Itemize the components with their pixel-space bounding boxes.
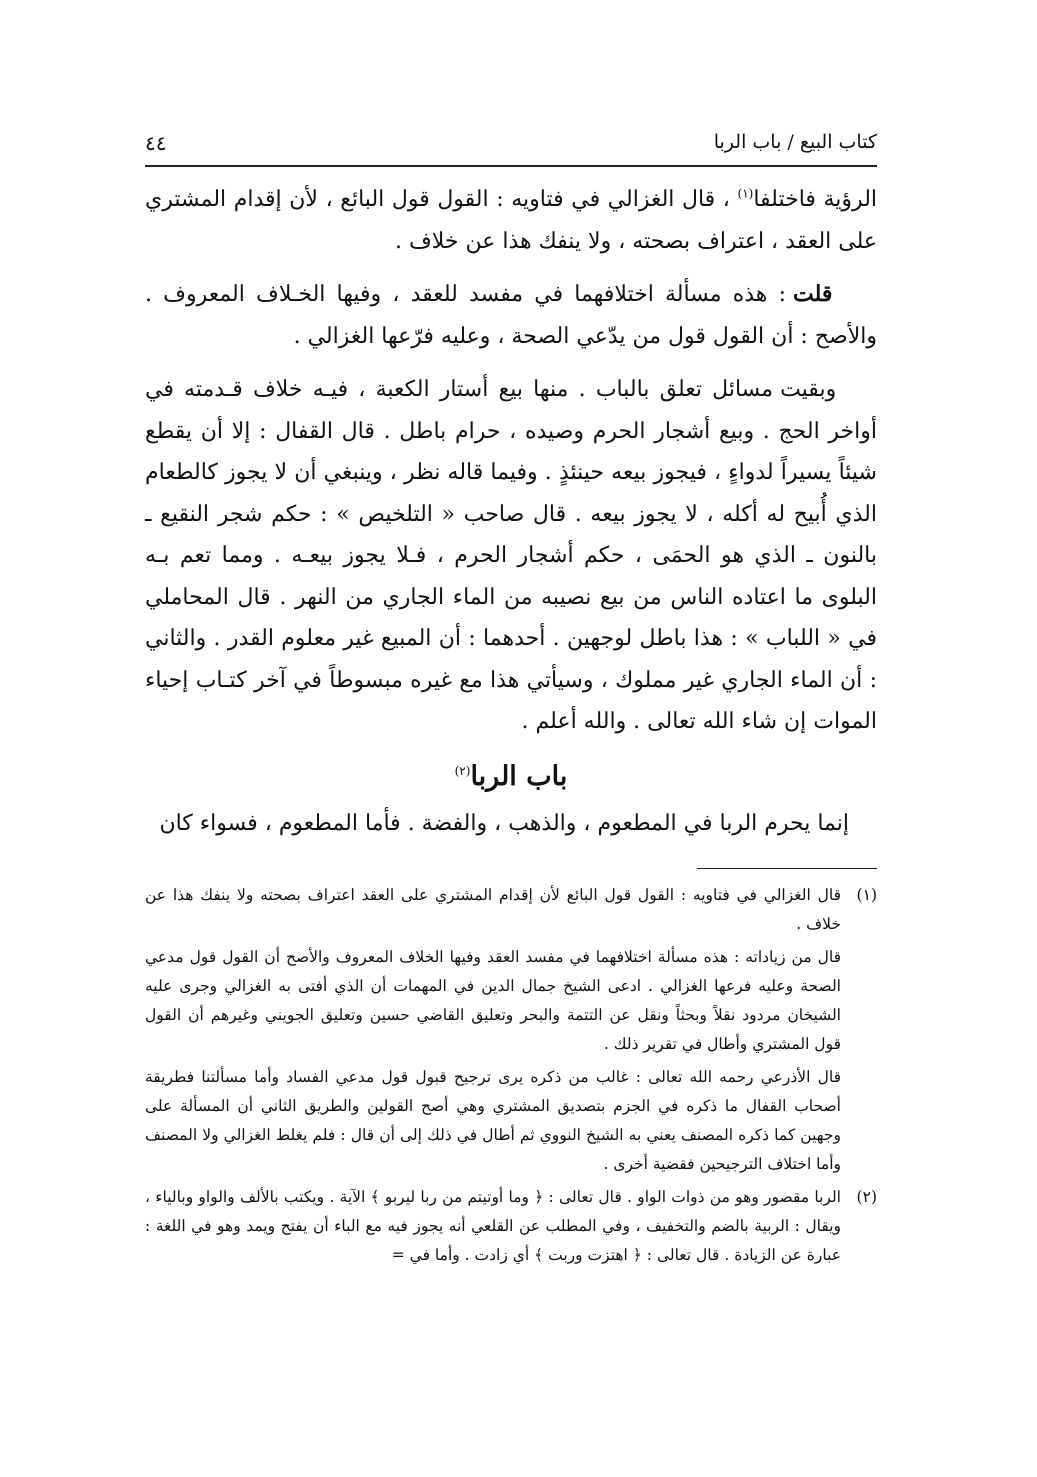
footnote-2-number: (٢) xyxy=(856,1188,877,1206)
running-header xyxy=(145,125,877,167)
footnote-1 xyxy=(145,881,877,1179)
document-page xyxy=(145,125,877,1274)
footnote-1-part-b: قال من زياداته : هذه مسألة اختلافهما في مفسد العقد وفيها الخلاف المعروف والأصح أن القول قول مدعي الصحة وعليه فرعها الغزالي . ادعى الشيخ جمال الدين في المهمات أن الذي أفتى به الغزالي وجرى عليه الشيخان مردود نقلاً وبحثاً ونقل عن التتمة والبحر وتعليق القاضي حسين وتعليق الجويني وغيرهم أن القول قول المشتري وأطال في تقرير ذلك . xyxy=(145,948,841,1053)
paragraph-2-lead: قلت xyxy=(792,281,833,307)
footnote-1-part-c: قال الأذرعي رحمه الله تعالى : غالب من ذكره يرى ترجيح قبول قول مدعي الفساد وأما مسألتنا فطريقة أصحاب القفال ما ذكره في الجزم بتصديق المشتري وهي أصح القولين والطريق الثاني أن المسألة على وجهين كما ذكره المصنف يعني به الشيخ النووي ثم أطال في ذلك إلى أن قال : فلم يغلط الغزالي ولا المصنف وأما اختلاف الترجيحين فقضية أخرى . xyxy=(145,1068,841,1173)
paragraph-4-text: إنما يحرم الربا في المطعوم ، والذهب ، والفضة . فأما المطعوم ، فسواء كان xyxy=(159,810,850,836)
main-text xyxy=(145,179,877,844)
paragraph-4 xyxy=(145,803,877,845)
paragraph-3 xyxy=(145,369,877,743)
paragraph-1-rest: ، قال الغزالي في فتاويه : القول قول البائع ، لأن إقدام المشتري على العقد ، اعتراف بصحته ، ولا ينفك هذا عن خلاف . xyxy=(145,187,877,254)
footnote-1-number: (١) xyxy=(856,886,877,904)
section-heading xyxy=(145,755,877,799)
footnote-separator xyxy=(697,868,877,869)
footnote-2 xyxy=(145,1183,877,1270)
footnote-1-part-a: قال الغزالي في فتاويه : القول قول البائع لأن إقدام المشتري على العقد اعتراف بصحته ولا ينفك هذا عن خلاف . xyxy=(145,886,841,933)
paragraph-2 xyxy=(145,274,877,357)
page-number: ٤٤ xyxy=(145,131,167,155)
paragraph-3-text: وبقيت مسائل تعلق بالباب . منها بيع أستار الكعبة ، فيـه خلاف قـدمته في أواخر الحج . وبيع أشجار الحرم وصيده ، حرام باطل . قال القفال : إلا أن يقطع شيئاً يسيراً لدواءٍ ، فيجوز بيعه حينئذٍ . وفيما قاله نظر ، وينبغي أن لا يجوز كالطعام الذي أُبيح له أكله ، لا يجوز بيعه . قال صاحب « التلخيص » : حكم شجر النقيع ـ بالنون ـ الذي هو الحمَى ، حكم أشجار الحرم ، فـلا يجوز بيعـه . ومما تعم بـه البلوى ما اعتاده الناس من بيع نصيبه من الماء الجاري من النهر . قال المحاملي في « اللباب » : هذا باطل لوجهين . أحدهما : أن المبيع غير معلوم القدر . والثاني : أن الماء الجاري غير مملوك ، وسيأتي هذا مع غيره مبسوطاً في آخر كتـاب إحياء الموات إن شاء الله تعالى . والله أعلم . xyxy=(145,377,877,734)
paragraph-1 xyxy=(145,179,877,262)
footnotes xyxy=(145,881,877,1270)
footnote-2-text: الربا مقصور وهو من ذوات الواو . قال تعالى : ﴿ وما أوتيتم من ربا ليربو ﴾ الآية . ويكتب بالألف والواو وبالياء ، ويقال : الربية بالضم والتخفيف ، وفي المطلب عن القلعي أنه يجوز فيه مع الباء أن يفتح ويمد وهو في اللغة : عبارة عن الزيادة . قال تعالى : ﴿ اهتزت وربت ﴾ أي زادت . وأما في = xyxy=(145,1188,841,1264)
footnote-ref-1: (١) xyxy=(737,186,754,201)
paragraph-2-rest: : هذه مسألة اختلافهما في مفسد للعقد ، وفيها الخـلاف المعروف . والأصح : أن القول قول من يدّعي الصحة ، وعليه فرّعها الغزالي . xyxy=(145,282,877,349)
paragraph-1-start: الرؤية فاختلفا xyxy=(753,187,878,212)
header-title: كتاب البيع / باب الربا xyxy=(713,131,877,153)
footnote-ref-2: (٢) xyxy=(454,763,471,778)
section-heading-text: باب الربا xyxy=(470,760,568,792)
